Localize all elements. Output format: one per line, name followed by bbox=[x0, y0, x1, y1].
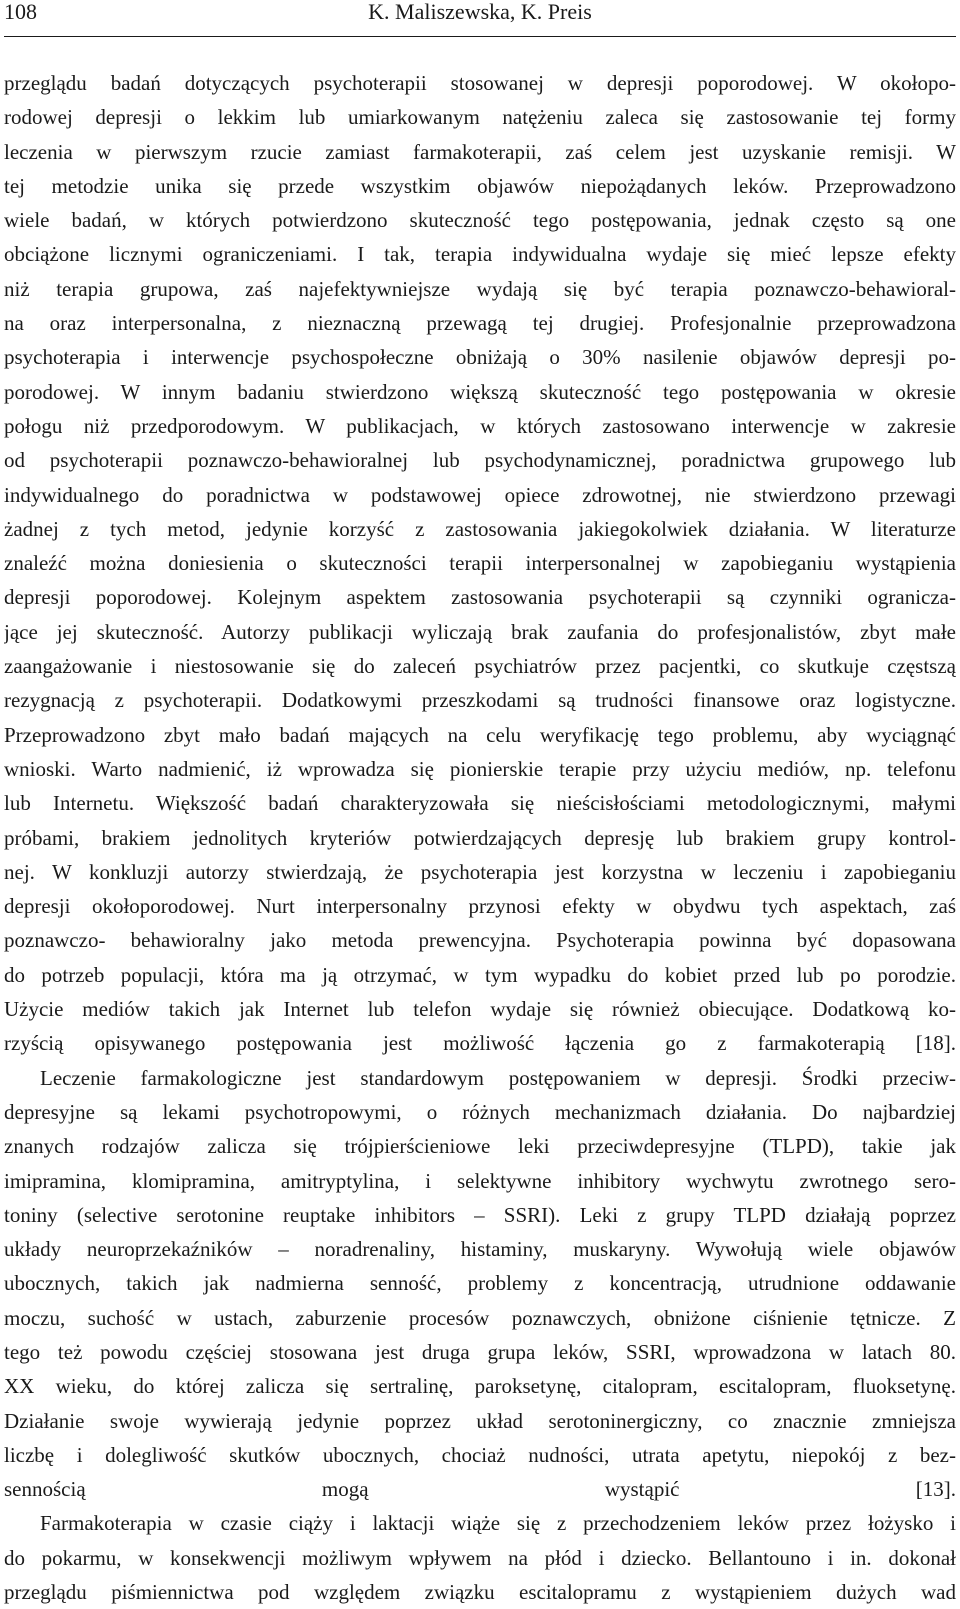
text-line: układy neuroprzekaźników – noradrenaliny, histaminy, muskaryny. Wywołują wiele objawów bbox=[4, 1237, 956, 1262]
text-line: depresji poporodowej. Kolejnym aspektem zastosowania psychoterapii są czynniki ogranicza- bbox=[4, 585, 956, 610]
text-line: wnioski. Warto nadmienić, iż wprowadza się pionierskie terapie przy użyciu mediów, np. telefonu bbox=[4, 756, 956, 781]
text-line: przeglądu piśmiennictwa pod względem związku escitalopramu z wystąpieniem dużych wad bbox=[4, 1580, 956, 1605]
text-line: do potrzeb populacji, która ma ją otrzymać, w tym wypadku do kobiet przed lub po porodzie. bbox=[4, 962, 956, 987]
text-line: na oraz interpersonalna, z nieznaczną przewagą tej drugiej. Profesjonalnie przeprowadzona bbox=[4, 311, 956, 336]
paragraph bbox=[4, 66, 956, 1061]
text-line: znanych rodzajów zalicza się trójpierścieniowe leki przeciwdepresyjne (TLPD), takie jak bbox=[4, 1134, 956, 1159]
page-number: 108 bbox=[4, 0, 37, 24]
text-line: przeglądu badań dotyczących psychoterapii stosowanej w depresji poporodowej. W okołopo- bbox=[4, 71, 956, 95]
text-line: indywidualnego do poradnictwa w podstawowej opiece zdrowotnej, nie stwierdzono przewagi bbox=[4, 482, 956, 507]
text-line: lub Internetu. Większość badań charakteryzowała się nieścisłościami metodologicznymi, małymi bbox=[4, 791, 956, 816]
text-line: leczenia w pierwszym rzucie zamiast farmakoterapii, zaś celem jest uzyskanie remisji. W bbox=[4, 139, 956, 164]
text-line: znaleźć można doniesienia o skuteczności terapii interpersonalnej w zapobieganiu wystąpienia bbox=[4, 551, 956, 576]
text-line: niż terapia grupowa, zaś najefektywniejsze wydają się być terapia poznawczo-behawioral- bbox=[4, 276, 956, 301]
text-line: obciążone licznymi ograniczeniami. I tak, terapia indywidualna wydaje się mieć lepsze efekty bbox=[4, 242, 956, 267]
document-page bbox=[4, 0, 956, 1609]
text-line: nej. W konkluzji autorzy stwierdzają, że psychoterapia jest korzystna w leczeniu i zapobieganiu bbox=[4, 859, 956, 884]
paragraph bbox=[4, 1061, 956, 1507]
text-line: depresji okołoporodowej. Nurt interpersonalny przynosi efekty w obydwu tych aspektach, zaś bbox=[4, 894, 956, 919]
running-header bbox=[4, 0, 956, 36]
text-line: toniny (selective serotonine reuptake inhibitors – SSRI). Leki z grupy TLPD działają poprzez bbox=[4, 1202, 956, 1227]
text-line: moczu, suchość w ustach, zaburzenie procesów poznawczych, obniżone ciśnienie tętnicze. Z bbox=[4, 1305, 956, 1330]
text-line: zaangażowanie i niestosowanie się do zaleceń psychiatrów przez pacjentki, co skutkuje częstszą bbox=[4, 654, 956, 679]
header-rule bbox=[4, 36, 956, 37]
text-line: żadnej z tych metod, jedynie korzyść z zastosowania jakiegokolwiek działania. W literaturze bbox=[4, 516, 956, 541]
text-line: rzyścią opisywanego postępowania jest możliwość łączenia go z farmakoterapią [18]. bbox=[4, 1031, 956, 1056]
text-line: połogu niż przedporodowym. W publikacjach, w których zastosowano interwencje w zakresie bbox=[4, 413, 956, 438]
text-line: liczbę i dolegliwość skutków ubocznych, chociaż nudności, utrata apetytu, niepokój z bez- bbox=[4, 1442, 956, 1467]
text-line: sennością mogą wystąpić [13]. bbox=[4, 1477, 956, 1502]
text-line: imipramina, klomipramina, amitryptylina, i selektywne inhibitory wychwytu zwrotnego sero- bbox=[4, 1168, 956, 1193]
text-line: Działanie swoje wywierają jedynie poprzez układ serotoninergiczny, co znacznie zmniejsza bbox=[4, 1408, 956, 1433]
text-line: porodowej. W innym badaniu stwierdzono większą skuteczność tego postępowania w okresie bbox=[4, 379, 956, 404]
text-line: poznawczo- behawioralny jako metoda prewencyjna. Psychoterapia powinna być dopasowana bbox=[4, 928, 956, 953]
text-line: próbami, brakiem jednolitych kryteriów potwierdzających depresję lub brakiem grupy kontrol- bbox=[4, 825, 956, 850]
text-line: XX wieku, do której zalicza się sertralinę, paroksetynę, citalopram, escitalopram, fluoksetynę. bbox=[4, 1374, 956, 1399]
text-line: psychoterapia i interwencje psychospołeczne obniżają o 30% nasilenie objawów depresji po- bbox=[4, 345, 956, 370]
text-line: depresyjne są lekami psychotropowymi, o różnych mechanizmach działania. Do najbardziej bbox=[4, 1099, 956, 1124]
text-line: jące jej skuteczność. Autorzy publikacji wyliczają brak zaufania do profesjonalistów, zbyt małe bbox=[4, 619, 956, 644]
text-line: Farmakoterapia w czasie ciąży i laktacji wiąże się z przechodzeniem leków przez łożysko i bbox=[40, 1511, 956, 1536]
paragraph bbox=[4, 1506, 956, 1609]
text-line: Użycie mediów takich jak Internet lub telefon wydaje się również obiecujące. Dodatkową ko- bbox=[4, 997, 956, 1022]
body-text bbox=[4, 66, 956, 1609]
text-line: rodowej depresji o lekkim lub umiarkowanym natężeniu zaleca się zastosowanie tej formy bbox=[4, 105, 956, 130]
text-line: Przeprowadzono zbyt mało badań mających na celu weryfikację tego problemu, aby wyciągnąć bbox=[4, 722, 956, 747]
text-line: tego też powodu częściej stosowana jest druga grupa leków, SSRI, wprowadzona w latach 80. bbox=[4, 1339, 956, 1364]
text-line: tej metodzie unika się przede wszystkim objawów niepożądanych leków. Przeprowadzono bbox=[4, 173, 956, 198]
text-line: wiele badań, w których potwierdzono skuteczność tego postępowania, jednak często są one bbox=[4, 208, 956, 233]
text-line: Leczenie farmakologiczne jest standardowym postępowaniem w depresji. Środki przeciw- bbox=[40, 1065, 956, 1090]
text-line: do pokarmu, w konsekwencji możliwym wpływem na płód i dziecko. Bellantouno i in. dokonał bbox=[4, 1545, 956, 1570]
text-line: od psychoterapii poznawczo-behawioralnej lub psychodynamicznej, poradnictwa grupowego lub bbox=[4, 448, 956, 473]
running-title: K. Maliszewska, K. Preis bbox=[368, 0, 592, 24]
text-line: rezygnacją z psychoterapii. Dodatkowymi przeszkodami są trudności finansowe oraz logistyczne. bbox=[4, 688, 956, 713]
text-line: ubocznych, takich jak nadmierna senność, problemy z koncentracją, utrudnione oddawanie bbox=[4, 1271, 956, 1296]
